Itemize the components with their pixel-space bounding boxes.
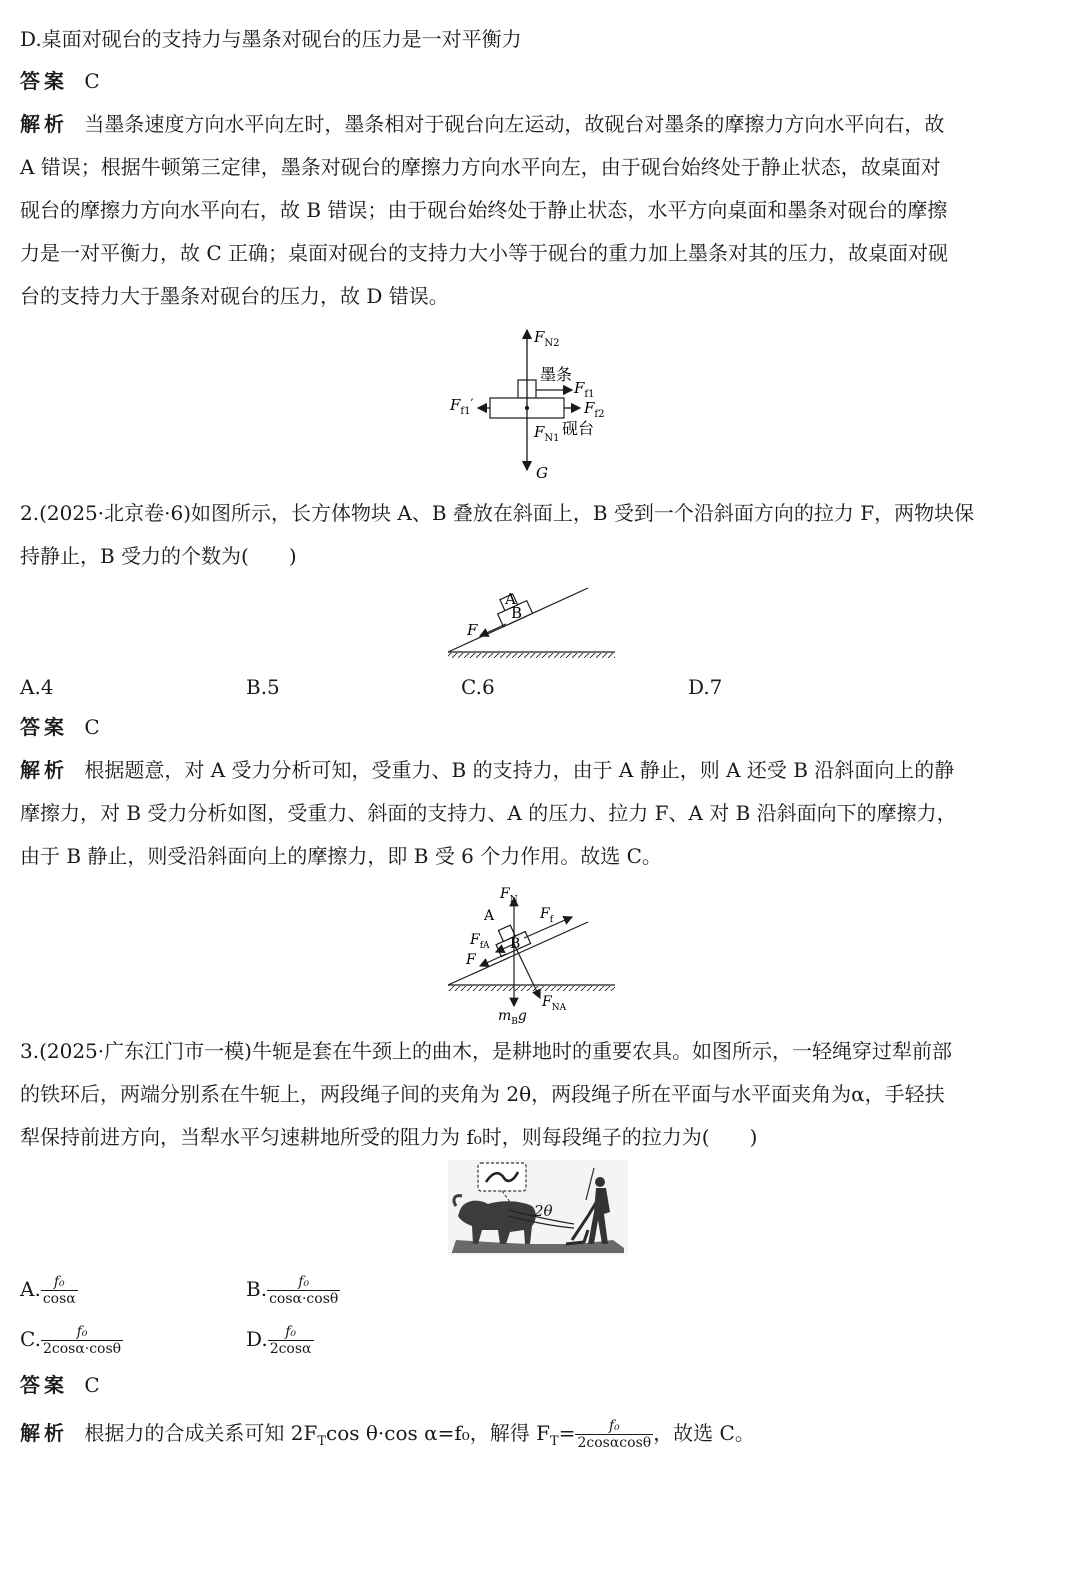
fn-label: $F_N$	[500, 886, 518, 905]
q1-analysis-line-5: 台的支持力大于墨条对砚台的压力，故 D 错误。	[20, 284, 449, 308]
block-b-force-diagram	[440, 880, 620, 1027]
q2-analysis-line-3: 由于 B 静止，则受沿斜面向上的摩擦力，即 B 受 6 个力作用。故选 C。	[20, 844, 662, 868]
inkstone-label: 砚台	[562, 419, 595, 438]
analysis-label: 解析	[20, 1421, 68, 1445]
b-label: B	[510, 936, 521, 952]
q2-analysis-line-2: 摩擦力，对 B 受力分析如图，受重力、斜面的支持力、A 的压力、拉力 F、A 对 B 沿斜面向下的摩擦力，	[20, 801, 957, 825]
q2-answer-row	[20, 712, 100, 742]
q3-stem-line-2: 的铁环后，两端分别系在牛轭上，两段绳子间的夹角为 2θ，两段绳子所在平面与水平面夹角为α，手轻扶	[20, 1082, 945, 1106]
q1-option-d: D.桌面对砚台的支持力与墨条对砚台的压力是一对平衡力	[20, 27, 522, 51]
fn2-label: $F_{N2}$	[534, 328, 560, 349]
q2-option-c: C.6	[461, 675, 495, 699]
answer-value: C	[84, 69, 100, 93]
ff1-label: $F_{f1}$	[574, 379, 595, 400]
ff2-label: $F_{f2}$	[584, 399, 605, 420]
q3-option-d: D. $\frac{\text{f₀}}{2\cos\alpha}$	[246, 1324, 312, 1357]
analysis-text: 当墨条速度方向水平向左时，墨条相对于砚台向左运动，故砚台对墨条的摩擦力方向水平向右，故	[84, 112, 945, 136]
mbg-label: $m_Bg$	[498, 1008, 527, 1027]
ff1-prime-label: $F_{f1}'$	[450, 396, 474, 417]
q1-answer-row	[20, 66, 100, 96]
q1-analysis-line-3: 砚台的摩擦力方向水平向右，故 B 错误；由于砚台始终处于静止状态，水平方向桌面和墨条对砚台的摩擦	[20, 198, 948, 222]
analysis-text: 根据题意，对 A 受力分析可知，受重力、B 的支持力，由于 A 静止，则 A 还受 B 沿斜面向上的静	[84, 758, 955, 782]
answer-label: 答案	[20, 715, 68, 739]
block-b-label: B	[511, 604, 523, 622]
f-label: F	[466, 952, 476, 968]
q2-option-b: B.5	[246, 675, 280, 699]
q2-stem-line-1: 2.(2025·北京卷·6)如图所示，长方体物块 A、B 叠放在斜面上，B 受到一个沿斜面方向的拉力 F，两物块保	[20, 501, 975, 525]
ox-plow-figure	[448, 1160, 628, 1255]
ff-label: $F_f$	[540, 906, 554, 925]
fn1-label: $F_{N1}$	[534, 423, 560, 444]
q3-option-b: B. $\frac{\text{f₀}}{\cos\alpha\cdot\cos\theta}$	[246, 1274, 339, 1307]
q2-option-a: A.4	[20, 675, 54, 699]
answer-value: C	[84, 715, 100, 739]
analysis-label: 解析	[20, 112, 68, 136]
q3-stem-line-3: 犁保持前进方向，当犁水平匀速耕地所受的阻力为 f₀时，则每段绳子的拉力为( )	[20, 1125, 758, 1149]
incline-blocks-figure	[440, 580, 620, 660]
answer-label: 答案	[20, 1373, 68, 1397]
block-a-label: A	[505, 590, 516, 608]
q2-analysis-line-1	[20, 755, 954, 785]
q1-analysis-line-1	[20, 109, 944, 139]
a-label: A	[484, 908, 495, 924]
q2-option-d: D.7	[688, 675, 723, 699]
q3-option-a: A. $\frac{\text{f₀}}{\cos\alpha}$	[20, 1274, 76, 1307]
q3-stem-line-1: 3.(2025·广东江门市一模)牛轭是套在牛颈上的曲木，是耕地时的重要农具。如图所示，一轻绳穿过犁前部	[20, 1039, 952, 1063]
farmer-head	[595, 1177, 605, 1187]
fna-label: $F_{NA}$	[542, 994, 567, 1013]
ink-stick-label: 墨条	[540, 365, 573, 384]
answer-value: C	[84, 1373, 100, 1397]
q2-stem-line-2: 持静止，B 受力的个数为( )	[20, 544, 297, 568]
q3-analysis-line: 解析 根据力的合成关系可知 $2F_T\cos$ θ·cos α=f₀，解得 $F_T=$ $\frac{\text{f₀}}{2\cos\alpha\cos\theta}$ ，故选 C。	[20, 1418, 755, 1451]
inkstone-force-diagram	[450, 322, 620, 487]
gravity-label: G	[536, 464, 548, 482]
ffa-label: $F_{fA}$	[470, 932, 490, 951]
q3-answer-row	[20, 1370, 100, 1400]
pull-force-arrow	[480, 624, 506, 636]
angle-label: 2θ	[534, 1202, 553, 1220]
q1-analysis-line-2: A 错误；根据牛顿第三定律，墨条对砚台的摩擦力方向水平向左，由于砚台始终处于静止状态，故桌面对	[20, 155, 941, 179]
pull-force-label: F	[467, 621, 478, 639]
q1-analysis-line-4: 力是一对平衡力，故 C 正确；桌面对砚台的支持力大小等于砚台的重力加上墨条对其的压力，故桌面对砚	[20, 241, 949, 265]
q3-option-c: C. $\frac{\text{f₀}}{2\cos\alpha\cdot\cos\theta}$	[20, 1324, 122, 1357]
answer-label: 答案	[20, 69, 68, 93]
analysis-label: 解析	[20, 758, 68, 782]
